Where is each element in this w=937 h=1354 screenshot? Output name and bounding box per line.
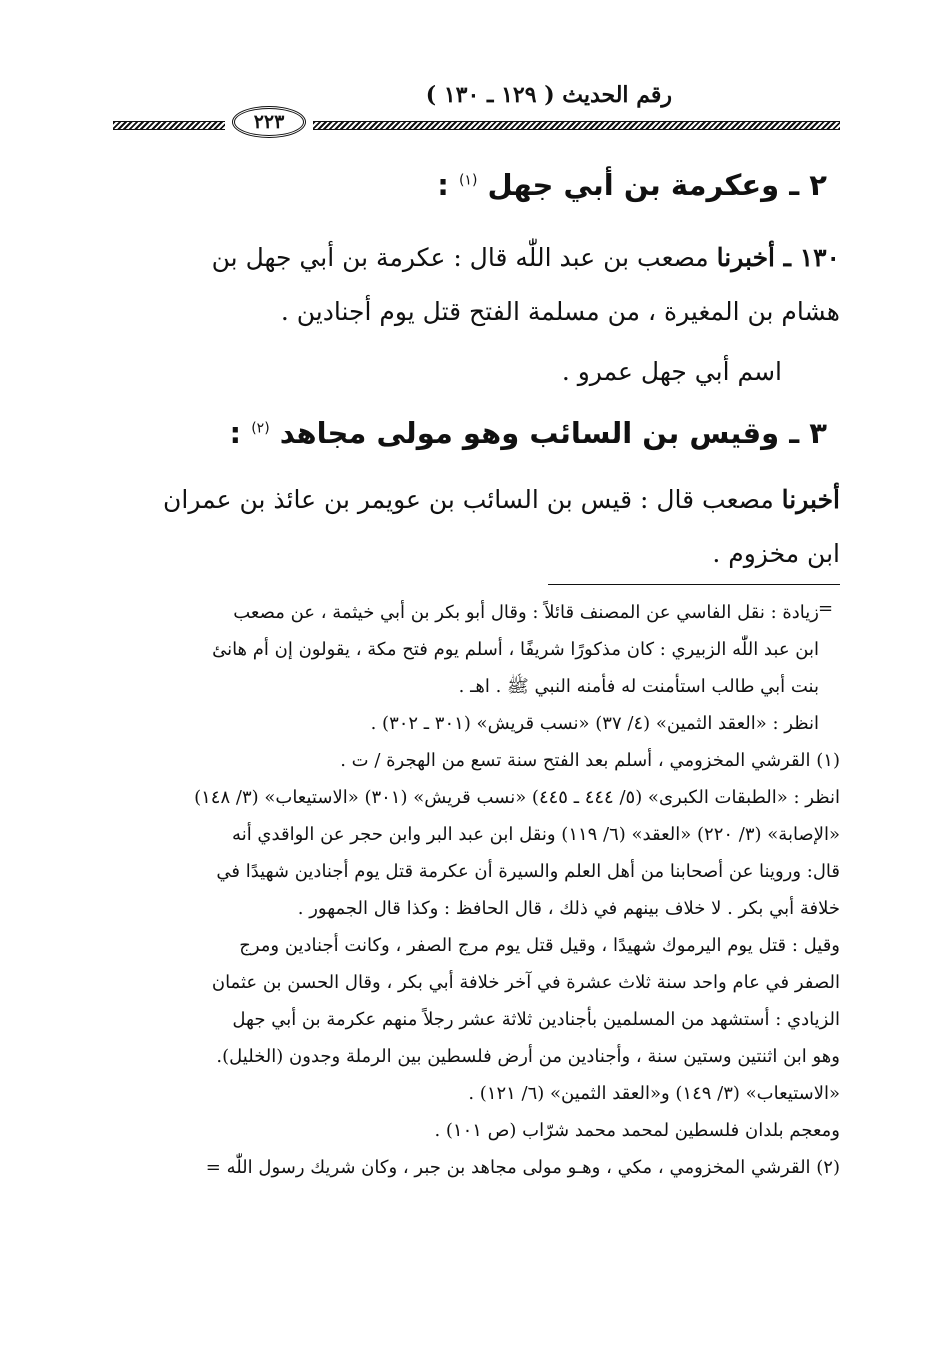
footnote-continuation-mark: = xyxy=(818,598,834,619)
footnote-1-line: (١) القرشي المخزومي ، أسلم بعد الفتح سنة تسع من الهجرة / ت . xyxy=(340,750,840,771)
footnote-1-line: خلافة أبي بكر . لا خلاف بينهم في ذلك ، قال الحافظ : وكذا قال الجمهور . xyxy=(297,898,840,919)
footnote-line: انظر : «العقد الثمين» (٤/ ٣٧) «نسب قريش» (٣٠١ ـ ٣٠٢) . xyxy=(370,713,819,734)
section-heading-2 xyxy=(127,168,827,202)
abu-jahl-name-note: اسم أبي جهل عمرو . xyxy=(561,357,782,386)
qays-line-1-rest: مصعب قال : قيس بن السائب بن عويمر بن عائذ بن عمران xyxy=(163,485,782,514)
hadith-130-line-2: هشام بن المغيرة ، من مسلمة الفتح قتل يوم أجنادين . xyxy=(280,297,840,326)
header-rule-left xyxy=(113,121,225,130)
heading-3-note-ref: (٢) xyxy=(251,420,270,437)
section-heading-3 xyxy=(127,416,827,450)
hadith-130-line-1-rest: مصعب بن عبد اللّٰه قال : عكرمة بن أبي جهل بن xyxy=(211,243,717,272)
footnote-1-line: قال: وروينا عن أصحابنا من أهل العلم والسيرة أن عكرمة قتل يوم أجنادين شهيدًا في xyxy=(216,861,840,882)
qays-lead: أخبرنا xyxy=(781,485,840,514)
qays-line-2: ابن مخزوم . xyxy=(712,539,840,568)
footnote-1-line: «الإصابة» (٣/ ٢٢٠) «العقد» (٦/ ١١٩) ونقل ابن عبد البر وابن حجر عن الواقدي أنه xyxy=(232,824,840,845)
footnote-1-line: وقيل : قتل يوم اليرموك شهيدًا ، وقيل قتل يوم مرج الصفر ، وكانت أجنادين ومرج xyxy=(239,935,840,956)
page-number: ٢٢٣ xyxy=(232,106,306,138)
footnote-line: بنت أبي طالب استأمنت له فأمنه النبي ﷺ . اهـ . xyxy=(458,676,819,697)
footnote-1-line: «الاستيعاب» (٣/ ١٤٩) و«العقد الثمين» (٦/ ١٢١) . xyxy=(468,1083,840,1104)
heading-2-note-ref: (١) xyxy=(458,172,478,189)
footnote-2-line: (٢) القرشي المخزومي ، مكي ، وهـو مولى مجاهد بن جبر ، وكان شريك رسول اللّٰه = xyxy=(205,1157,840,1178)
header-rule-right xyxy=(313,121,840,130)
footnote-1-line: الزيادي : أستشهد من المسلمين بأجنادين ثلاثة عشر رجلاً منهم عكرمة بن أبي جهل xyxy=(232,1009,840,1030)
heading-3-colon: : xyxy=(229,416,242,450)
heading-2-text: ٢ ـ وعكرمة بن أبي جهل xyxy=(487,168,827,202)
footnote-1-line: الصفر في عام واحد سنة ثلاث عشرة في آخر خلافة أبي بكر ، وقال الحسن بن عثمان xyxy=(211,972,840,993)
heading-2-colon: : xyxy=(437,168,449,202)
footnote-1-line: ومعجم بلدان فلسطين لمحمد محمد شرّاب (ص ١٠١) . xyxy=(434,1120,840,1141)
heading-3-text: ٣ ـ وقيس بن السائب وهو مولى مجاهد xyxy=(279,416,827,450)
footnote-divider xyxy=(548,584,840,585)
footnote-1-line: انظر : «الطبقات الكبرى» (٥/ ٤٤٤ ـ ٤٤٥) «نسب قريش» (٣٠١) «الاستيعاب» (٣/ ١٤٨) xyxy=(194,787,840,808)
hadith-130-lead: ١٣٠ ـ أخبرنا xyxy=(716,243,840,272)
hadith-130-line-1 xyxy=(95,230,840,286)
footnote-1-line: وهو ابن اثنتين وستين سنة ، وأجنادين من أرض فلسطين بين الرملة وجدون (الخليل). xyxy=(216,1046,840,1067)
footnote-line: زيادة : نقل الفاسي عن المصنف قائلاً : وقال أبو بكر بن أبي خيثمة ، عن مصعب xyxy=(233,602,819,623)
qays-line-1 xyxy=(95,472,840,528)
footnote-line: ابن عبد اللّٰه الزبيري : كان مذكورًا شريفًا ، أسلم يوم فتح مكة ، يقولون إن أم هانئ xyxy=(212,639,819,660)
running-head: رقم الحديث ( ١٢٩ ـ ١٣٠ ) xyxy=(425,82,672,108)
